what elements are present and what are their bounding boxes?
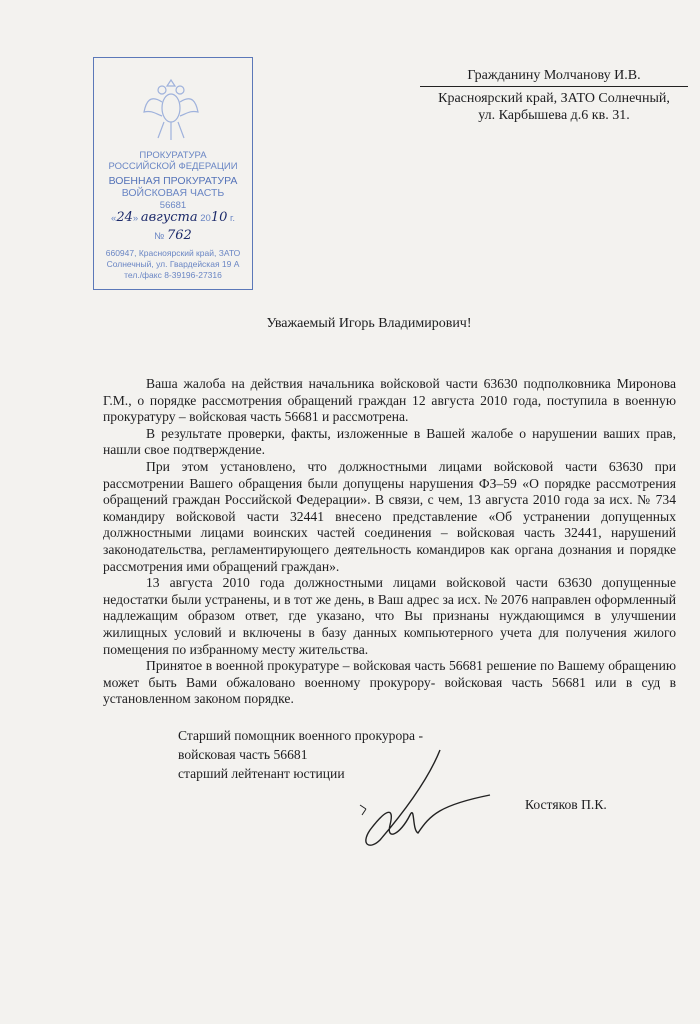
- paragraph: В результате проверки, факты, изложенные в Вашей жалобе о нарушении ваших прав, нашли свое подтверждение.: [103, 425, 676, 458]
- stamp-address: 660947, Красноярский край, ЗАТО: [105, 248, 241, 258]
- signer-position-line: войсковая часть 56681: [178, 747, 308, 762]
- stamp-phone: тел./факс 8-39196-27316: [124, 270, 222, 280]
- registration-stamp: [93, 57, 253, 290]
- paragraph: При этом установлено, что должностными лицами войсковой части 63630 при рассмотрении Вашего обращения были допущены нарушения ФЗ–59 «О порядке рассмотрения обращений граждан Российской Федерации». В связи, с чем, 13 августа 2010 года за исх. № 734 командиру войсковой части 32441 внесено представление «Об устранении допущенных должностными лицами воинских частей соединения – войсковая часть 32441, нарушений законодательства, регламентирующего деятельность командиров как органа дознания и порядке рассмотрения ими обращений граждан».: [103, 458, 676, 574]
- stamp-date-year: 10: [210, 210, 228, 225]
- stamp-org-line: ПРОКУРАТУРА: [139, 150, 207, 161]
- stamp-date: «24» августа 2010 г.: [111, 210, 235, 225]
- paragraph: 13 августа 2010 года должностными лицами войсковой части 63630 допущенные недостатки были устранены, и в тот же день, в Ваш адрес за исх. № 2076 направлен оформленный надлежащим образом ответ, где указано, что Вы признаны нуждающимся в улучшении жилищных условий и включены в базу данных компьютерного учета для получения жилого помещения по избранному месту жительства.: [103, 575, 676, 657]
- stamp-date-day: 24: [116, 210, 133, 225]
- recipient-address-line: ул. Карбышева д.6 кв. 31.: [478, 108, 630, 123]
- double-headed-eagle-emblem-icon: [142, 72, 200, 144]
- handwritten-signature: [340, 745, 500, 855]
- stamp-address: Солнечный, ул. Гвардейская 19 А: [106, 259, 240, 269]
- letter-body: [103, 376, 676, 708]
- stamp-org-line: ВОЙСКОВАЯ ЧАСТЬ: [121, 187, 225, 199]
- stamp-date-month: августа: [140, 210, 198, 225]
- paragraph: Ваша жалоба на действия начальника войсковой части 63630 подполковника Миронова Г.М., о порядке рассмотрения обращений граждан 12 августа 2010 года, поступила в военную прокуратуру – войсковая часть 56681 и рассмотрена.: [103, 376, 676, 425]
- stamp-org-line: РОССИЙСКОЙ ФЕДЕРАЦИИ: [108, 161, 238, 172]
- stamp-number: № 762: [154, 228, 192, 243]
- stamp-org-line: 56681: [159, 200, 187, 211]
- signer-position-line: старший лейтенант юстиции: [178, 766, 345, 781]
- recipient-name: Гражданину Молчанову И.В.: [420, 67, 688, 87]
- recipient-block: [420, 67, 688, 124]
- paragraph: Принятое в военной прокуратуре – войсковая часть 56681 решение по Вашему обращению может быть Вами обжаловано военному прокурору- войсковая часть 56681 или в суд в установленном законом порядке.: [103, 658, 676, 707]
- stamp-org-line: ВОЕННАЯ ПРОКУРАТУРА: [108, 175, 238, 187]
- stamp-number-value: 762: [167, 228, 192, 243]
- greeting: Уважаемый Игорь Владимирович!: [266, 316, 472, 331]
- signer-position-line: Старший помощник военного прокурора -: [178, 728, 423, 743]
- recipient-address-line: Красноярский край, ЗАТО Солнечный,: [438, 91, 670, 106]
- signer-name: Костяков П.К.: [525, 797, 607, 812]
